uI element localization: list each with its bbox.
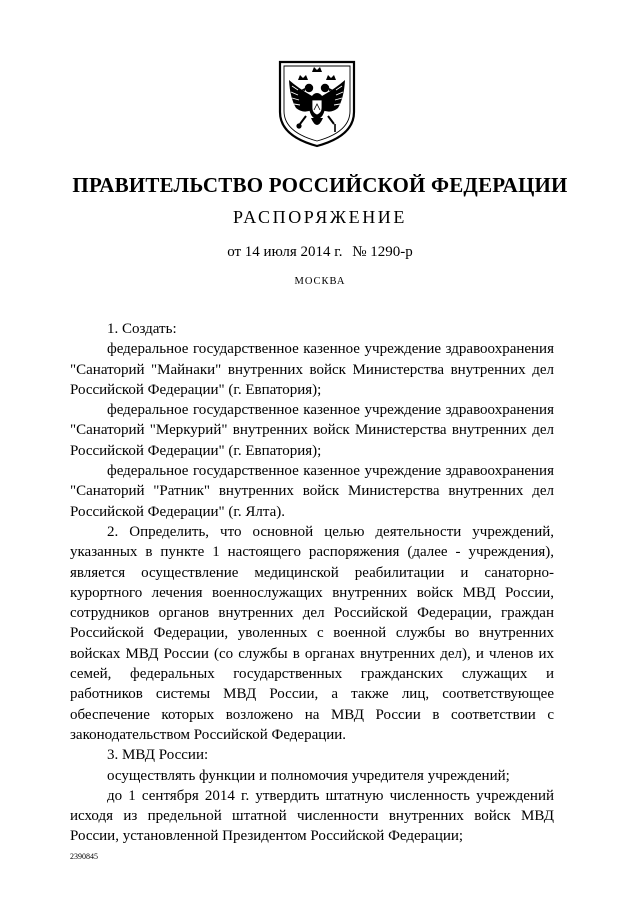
- document-type: РАСПОРЯЖЕНИЕ: [232, 207, 407, 227]
- paragraph-6: 3. МВД России:: [107, 747, 209, 764]
- footer-code: 2390845: [70, 852, 98, 861]
- document-number: № 1290-р: [352, 244, 413, 260]
- document-date-line: [0, 244, 640, 261]
- paragraph-4: федеральное государственное казенное учреждение здравоохранения "Санаторий "Ратник" внутренних войск Министерства внутренних дел Российской Федерации" (г. Ялта).: [70, 463, 554, 520]
- paragraph-7: осуществлять функции и полномочия учредителя учреждений;: [107, 767, 510, 784]
- paragraph-3: федеральное государственное казенное учреждение здравоохранения "Санаторий "Меркурий" внутренних войск Министерства внутренних дел Российской Федерации" (г. Евпатория);: [70, 402, 554, 459]
- document-body: [70, 319, 554, 847]
- russian-coat-of-arms-icon: [276, 58, 358, 148]
- document-date: от 14 июля 2014 г.: [227, 244, 343, 260]
- paragraph-5: 2. Определить, что основной целью деятельности учреждений, указанных в пункте 1 настоящего распоряжения (далее - учреждения), является осуществление медицинской реабилитации и санаторно-курортного лечения военнослужащих внутренних войск МВД России, сотрудников органов внутренних дел Российской Федерации, граждан Российской Федерации, уволенных с военной службы во внутренних войсках МВД России (со службы в органах внутренних дел), и членов их семей, федеральных государственных гражданских служащих и работников системы МВД России, а также лиц, соответствующее обеспечение которых возложено на МВД России в соответствии с законодательством Российской Федерации.: [70, 523, 554, 743]
- paragraph-8: до 1 сентября 2014 г. утвердить штатную численность учреждений исходя из предельной штатной численности внутренних войск МВД России, установленной Президентом Российской Федерации;: [70, 787, 554, 845]
- paragraph-2: федеральное государственное казенное учреждение здравоохранения "Санаторий "Майнаки" внутренних войск Министерства внутренних дел Российской Федерации" (г. Евпатория);: [70, 341, 554, 398]
- document-city: МОСКВА: [294, 276, 346, 287]
- paragraph-1: 1. Создать:: [107, 321, 177, 337]
- government-title: ПРАВИТЕЛЬСТВО РОССИЙСКОЙ ФЕДЕРАЦИИ: [72, 173, 568, 197]
